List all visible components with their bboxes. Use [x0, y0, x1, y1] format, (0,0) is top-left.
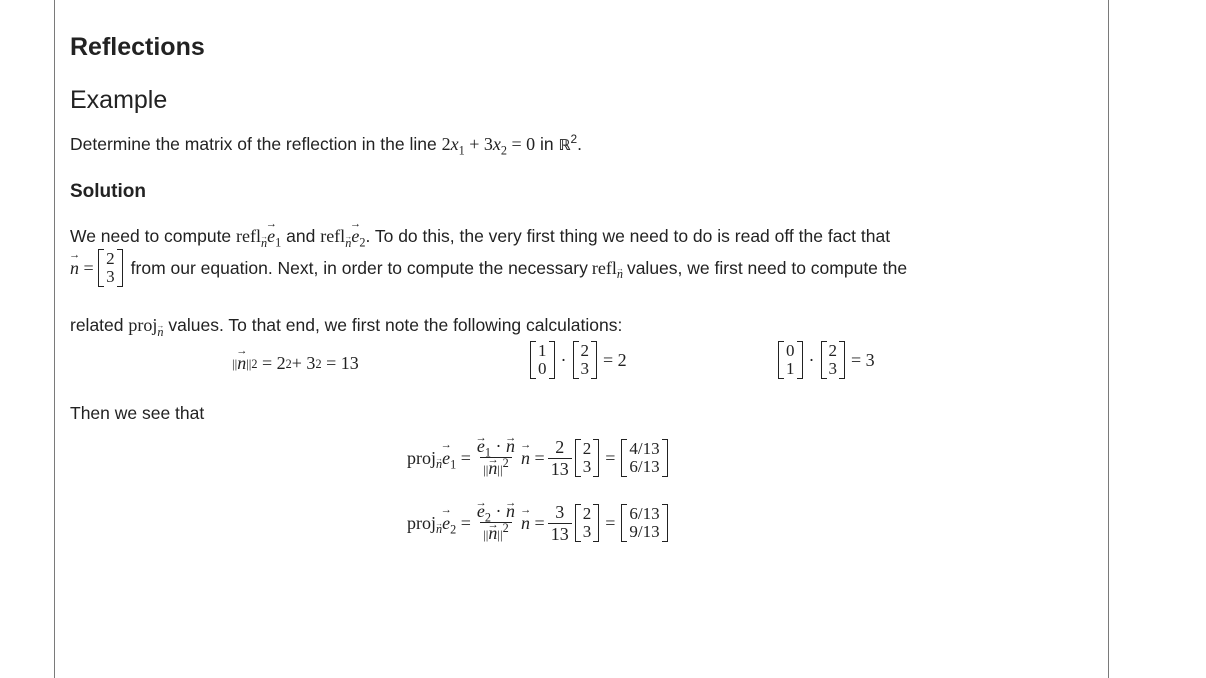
- refl-e2: refl$_n$→ $e_2$: [320, 226, 365, 246]
- projection-e2: proj$_n$→ $e_2$ = → $\frac{e_2 \cdot \to n}{||\to n||^2}$ → n = $\frac{3}{13}$ 2 3 = 6/13 9/13: [407, 502, 668, 544]
- refl-n: refl$_n$: [591, 257, 623, 282]
- dot-product-1: 1 0 · 2 3 = 2: [530, 341, 627, 379]
- projection-e1: proj$_n$→ $e_1$ = → $\frac{e_1 \cdot \to n}{||\to n||^2}$ → n = $\frac{2}{13}$ 2 3 = 4/13 6/13: [407, 437, 668, 479]
- problem-text: Determine the matrix of the reflection in the line: [70, 134, 442, 154]
- reals-symbol: ℝ: [558, 136, 571, 154]
- then-text: Then we see that: [70, 403, 205, 423]
- page-title: Reflections: [70, 33, 205, 61]
- content-frame: [54, 0, 1109, 678]
- dot-product-2: 0 1 · 2 3 = 3: [778, 341, 875, 379]
- proj-n: proj$_n$: [128, 315, 164, 339]
- example-heading: Example: [70, 86, 168, 114]
- line-equation: $2x_1 + 3x_2 = 0$: [441, 134, 536, 158]
- paragraph-line-3: related proj$_n$ values. To that end, we first note the following calculations:: [70, 315, 623, 339]
- refl-e1: refl$_n$→ $e_1$: [236, 226, 281, 246]
- paragraph-line-1: We need to compute refl$_n$→ $e_1$ and refl$_n$→ $e_2$. To do this, the very first thing we need to do is read off the fact that: [70, 226, 890, 247]
- paragraph-line-2: → n = 2 3 from our equation. Next, in order to compute the necessary refl$_n$ values, we first need to compute the: [70, 249, 907, 287]
- normal-vector: → n =: [70, 258, 98, 279]
- norm-squared-calc: || → n || 2 = 2 2 + 3 2 = 13: [232, 353, 359, 374]
- solution-heading: Solution: [70, 181, 146, 202]
- problem-statement: Determine the matrix of the reflection in the line $2x_1 + 3x_2 = 0$ in ℝ$^2$.: [70, 132, 583, 158]
- problem-text-in: in: [535, 134, 559, 154]
- normal-vector-matrix: 2 3: [98, 249, 123, 287]
